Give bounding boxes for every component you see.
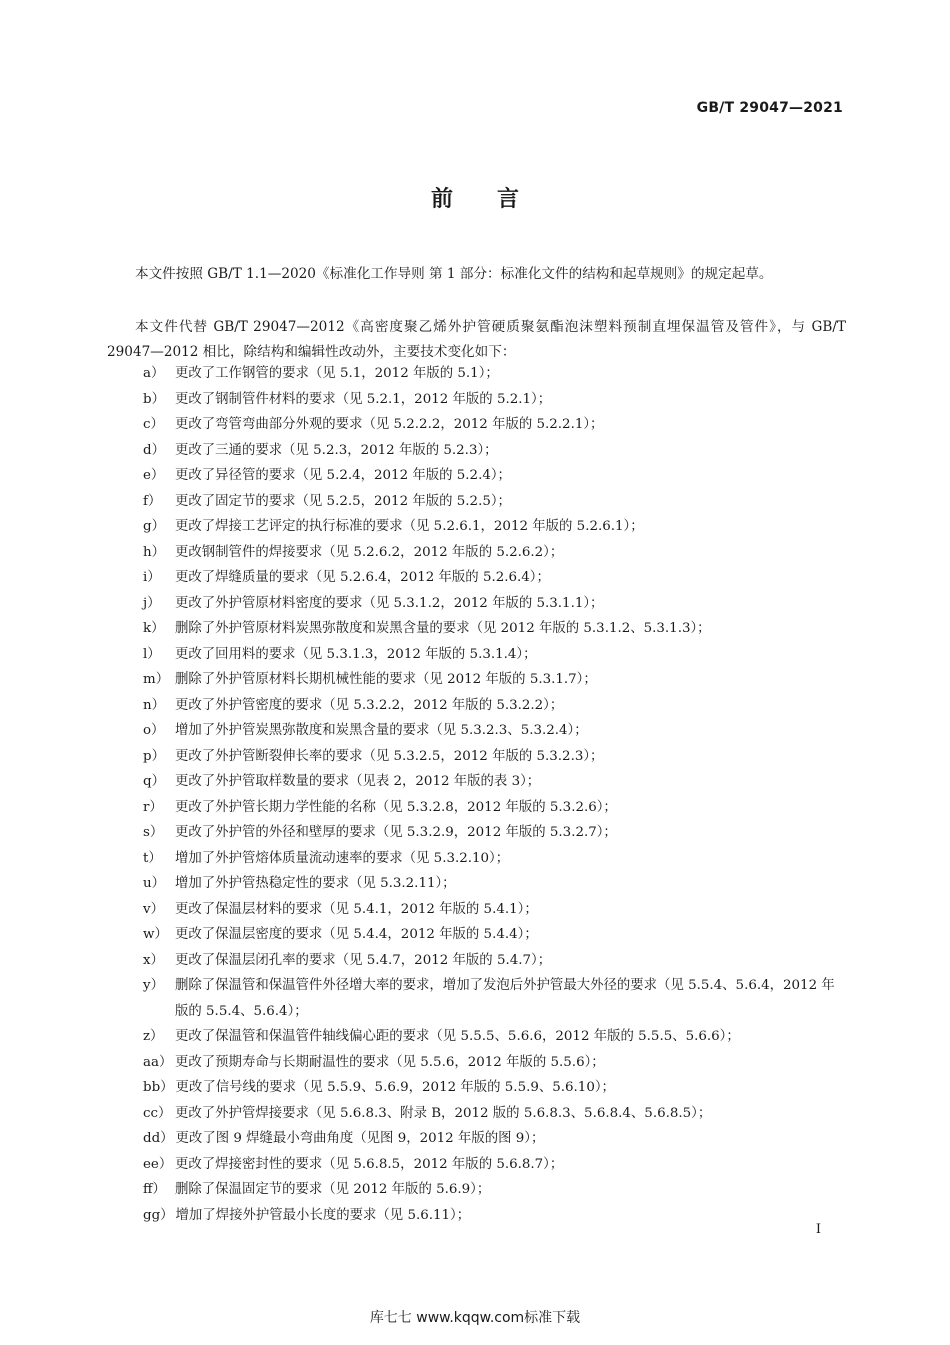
- page-title: 前言: [430, 187, 563, 212]
- list-item-label: u）: [143, 876, 166, 891]
- list-item-label: f）: [143, 493, 162, 509]
- list-item-text: 更改了异径管的要求（见 5.2.4，2012 年版的 5.2.4）；: [175, 468, 511, 483]
- footer-watermark: 库七七 www.kqqw.com标准下载: [369, 1310, 581, 1326]
- list-item-text: 删除了外护管原材料炭黑弥散度和炭黑含量的要求（见 2012 年版的 5.3.1.2、5.3.1.3）；: [175, 621, 711, 636]
- list-item: [143, 412, 846, 438]
- list-item: [143, 667, 846, 693]
- list-item-text: 增加了外护管炭黑弥散度和炭黑含量的要求（见 5.3.2.3、5.3.2.4）；: [175, 723, 588, 738]
- list-item-text: 更改了外护管原材料密度的要求（见 5.3.1.2，2012 年版的 5.3.1.1）；: [175, 595, 604, 611]
- list-item-label: q）: [143, 774, 165, 789]
- list-item-label: ff）: [143, 1182, 166, 1197]
- list-item-label: o）: [143, 723, 165, 738]
- list-item-label: bb）: [143, 1080, 174, 1095]
- standard-code: GB/T 29047—2021: [696, 100, 843, 116]
- list-item-text: 删除了保温管和保温管件外径增大率的要求，增加了发泡后外护管最大外径的要求（见 5.5.4、5.6.4，2012 年版的 5.5.4、5.6.4）；: [175, 978, 835, 1019]
- list-item-label: r）: [143, 799, 163, 815]
- changes-list: [143, 361, 846, 1228]
- list-item-label: e）: [143, 468, 165, 483]
- list-item-label: g）: [143, 519, 165, 534]
- list-item-label: d）: [143, 442, 165, 458]
- list-item-text: 更改钢制管件的焊接要求（见 5.2.6.2，2012 年版的 5.2.6.2）；: [175, 544, 564, 560]
- list-item: [143, 1050, 846, 1076]
- list-item: [143, 463, 846, 489]
- list-item: [143, 1152, 846, 1178]
- list-item-label: dd）: [143, 1131, 174, 1146]
- list-item: [143, 1101, 846, 1127]
- list-item-label: m）: [143, 672, 170, 687]
- list-item-label: l）: [143, 646, 161, 662]
- list-item-text: 更改了外护管的外径和壁厚的要求（见 5.3.2.9，2012 年版的 5.3.2.7）；: [175, 825, 617, 840]
- list-item: [143, 540, 846, 566]
- list-item: [143, 438, 846, 464]
- list-item-text: 更改了焊缝质量的要求（见 5.2.6.4，2012 年版的 5.2.6.4）；: [175, 570, 550, 585]
- list-item-text: 删除了外护管原材料长期机械性能的要求（见 2012 年版的 5.3.1.7）；: [175, 672, 597, 687]
- list-item: [143, 387, 846, 413]
- list-item-text: 更改了保温层材料的要求（见 5.4.1，2012 年版的 5.4.1）；: [175, 901, 538, 917]
- list-item-text: 更改了外护管断裂伸长率的要求（见 5.3.2.5，2012 年版的 5.3.2.3）；: [175, 748, 604, 764]
- list-item: [143, 591, 846, 617]
- list-item: [143, 897, 846, 923]
- list-item-text: 更改了三通的要求（见 5.2.3，2012 年版的 5.2.3）；: [175, 442, 498, 458]
- list-item-text: 更改了外护管焊接要求（见 5.6.8.3、附录 B，2012 版的 5.6.8.3、5.6.8.4、5.6.8.5）；: [175, 1105, 712, 1121]
- list-item-label: x）: [143, 952, 164, 968]
- list-item-text: 更改了工作钢管的要求（见 5.1，2012 年版的 5.1）；: [175, 366, 499, 381]
- list-item-label: ee）: [143, 1156, 173, 1172]
- list-item-text: 更改了弯管弯曲部分外观的要求（见 5.2.2.2，2012 年版的 5.2.2.1）；: [175, 417, 604, 432]
- list-item: [143, 1024, 846, 1050]
- list-item-label: s）: [143, 825, 164, 840]
- list-item: [143, 820, 846, 846]
- list-item-text: 更改了焊接工艺评定的执行标准的要求（见 5.2.6.1，2012 年版的 5.2.6.1）；: [175, 519, 644, 534]
- list-item-label: y）: [143, 978, 164, 993]
- list-item: [143, 1177, 846, 1203]
- list-item-label: aa）: [143, 1054, 173, 1070]
- list-item-text: 更改了回用料的要求（见 5.3.1.3，2012 年版的 5.3.1.4）；: [175, 646, 537, 662]
- list-item: [143, 922, 846, 948]
- list-item-label: p）: [143, 748, 165, 764]
- list-item-text: 更改了焊接密封性的要求（见 5.6.8.5，2012 年版的 5.6.8.7）；: [175, 1156, 564, 1172]
- list-item: [143, 1203, 846, 1229]
- list-item: [143, 616, 846, 642]
- list-item-label: k）: [143, 621, 165, 636]
- list-item-text: 更改了保温管和保温管件轴线偏心距的要求（见 5.5.5、5.6.6，2012 年版的 5.5.5、5.6.6）；: [175, 1029, 740, 1044]
- list-item-text: 更改了保温层密度的要求（见 5.4.4，2012 年版的 5.4.4）；: [175, 927, 538, 942]
- list-item: [143, 973, 846, 1024]
- list-item-label: z）: [143, 1029, 164, 1044]
- list-item-label: h）: [143, 544, 166, 560]
- list-item: [143, 489, 846, 515]
- list-item-text: 更改了固定节的要求（见 5.2.5，2012 年版的 5.2.5）；: [175, 493, 511, 509]
- list-item-label: t）: [143, 850, 162, 866]
- list-item: [143, 1126, 846, 1152]
- list-item-label: v）: [143, 901, 164, 917]
- list-item-label: a）: [143, 366, 165, 381]
- list-item-text: 更改了保温层闭孔率的要求（见 5.4.7，2012 年版的 5.4.7）；: [175, 952, 552, 968]
- list-item-text: 增加了外护管热稳定性的要求（见 5.3.2.11）；: [175, 876, 456, 891]
- list-item: [143, 1075, 846, 1101]
- list-item-text: 更改了外护管密度的要求（见 5.3.2.2，2012 年版的 5.3.2.2）；: [175, 697, 564, 713]
- list-item-text: 更改了信号线的要求（见 5.5.9、5.6.9，2012 年版的 5.5.9、5.6.10）；: [175, 1080, 615, 1095]
- list-item-text: 更改了外护管取样数量的要求（见表 2，2012 年版的表 3）；: [175, 774, 541, 789]
- list-item: [143, 948, 846, 974]
- list-item-label: n）: [143, 697, 166, 713]
- list-item: [143, 744, 846, 770]
- list-item: [143, 718, 846, 744]
- list-item-text: 更改了预期寿命与长期耐温性的要求（见 5.5.6，2012 年版的 5.5.6）；: [175, 1054, 605, 1070]
- list-item-text: 更改了外护管长期力学性能的名称（见 5.3.2.8，2012 年版的 5.3.2.6）；: [175, 799, 617, 815]
- list-item: [143, 871, 846, 897]
- list-item-text: 增加了外护管熔体质量流动速率的要求（见 5.3.2.10）；: [175, 850, 510, 866]
- list-item-label: b）: [143, 391, 165, 407]
- list-item-label: cc）: [143, 1105, 172, 1121]
- list-item-label: gg）: [143, 1207, 174, 1223]
- list-item-label: w）: [143, 927, 168, 942]
- list-item-text: 更改了钢制管件材料的要求（见 5.2.1，2012 年版的 5.2.1）；: [175, 391, 552, 407]
- list-item-label: c）: [143, 417, 164, 432]
- list-item: [143, 514, 846, 540]
- list-item: [143, 642, 846, 668]
- list-item: [143, 693, 846, 719]
- page-number: I: [815, 1222, 821, 1237]
- list-item-text: 更改了图 9 焊缝最小弯曲角度（见图 9，2012 年版的图 9）；: [175, 1131, 545, 1146]
- replacement-paragraph: 本文件代替 GB/T 29047—2012《高密度聚乙烯外护管硬质聚氨酯泡沫塑料预制直埋保温管及管件》，与 GB/T 29047—2012 相比，除结构和编辑性改动外，主要技术变化如下：: [107, 319, 846, 360]
- intro-paragraph: 本文件按照 GB/T 1.1—2020《标准化工作导则 第 1 部分：标准化文件的结构和起草规则》的规定起草。: [135, 266, 773, 282]
- list-item: [143, 846, 846, 872]
- list-item-text: 删除了保温固定节的要求（见 2012 年版的 5.6.9）；: [175, 1182, 491, 1197]
- list-item-text: 增加了焊接外护管最小长度的要求（见 5.6.11）；: [175, 1207, 471, 1223]
- list-item: [143, 361, 846, 387]
- list-item-label: i）: [143, 570, 161, 585]
- list-item: [143, 565, 846, 591]
- list-item-label: j）: [143, 595, 161, 611]
- list-item: [143, 769, 846, 795]
- list-item: [143, 795, 846, 821]
